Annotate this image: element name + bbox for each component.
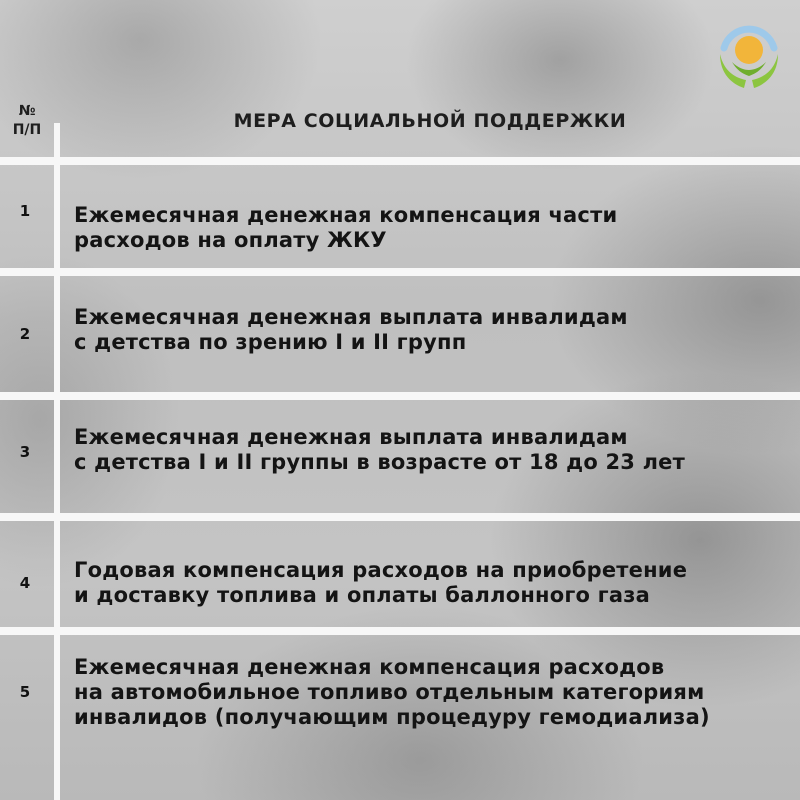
column-divider	[54, 123, 60, 800]
row-divider	[0, 392, 800, 400]
support-measure-text: Ежемесячная денежная выплата инвалидам с детства по зрению I и II групп	[74, 305, 628, 354]
support-measure-text: Ежемесячная денежная компенсация части расходов на оплату ЖКУ	[74, 203, 618, 252]
row-divider	[0, 627, 800, 635]
row-number: 4	[19, 574, 31, 592]
row-divider	[0, 268, 800, 276]
support-measure-text: Ежемесячная денежная компенсация расходов на автомобильное топливо отдельным категориям инвалидов (получающим процедуру гемодиализа)	[74, 655, 710, 729]
row-number: 5	[19, 683, 31, 701]
row-divider	[0, 157, 800, 165]
row-number: 2	[19, 325, 31, 343]
row-divider	[0, 513, 800, 521]
row-number: 1	[19, 202, 31, 220]
table-title: МЕРА СОЦИАЛЬНОЙ ПОДДЕРЖКИ	[233, 110, 627, 132]
row-number: 3	[19, 443, 31, 461]
logo-sun-hands-icon	[714, 14, 784, 90]
support-measure-text: Ежемесячная денежная выплата инвалидам с детства I и II группы в возрасте от 18 до 23 лет	[74, 425, 685, 474]
support-measure-text: Годовая компенсация расходов на приобретение и доставку топлива и оплаты баллонного газа	[74, 558, 688, 607]
number-column-header: № П/П	[12, 103, 42, 138]
